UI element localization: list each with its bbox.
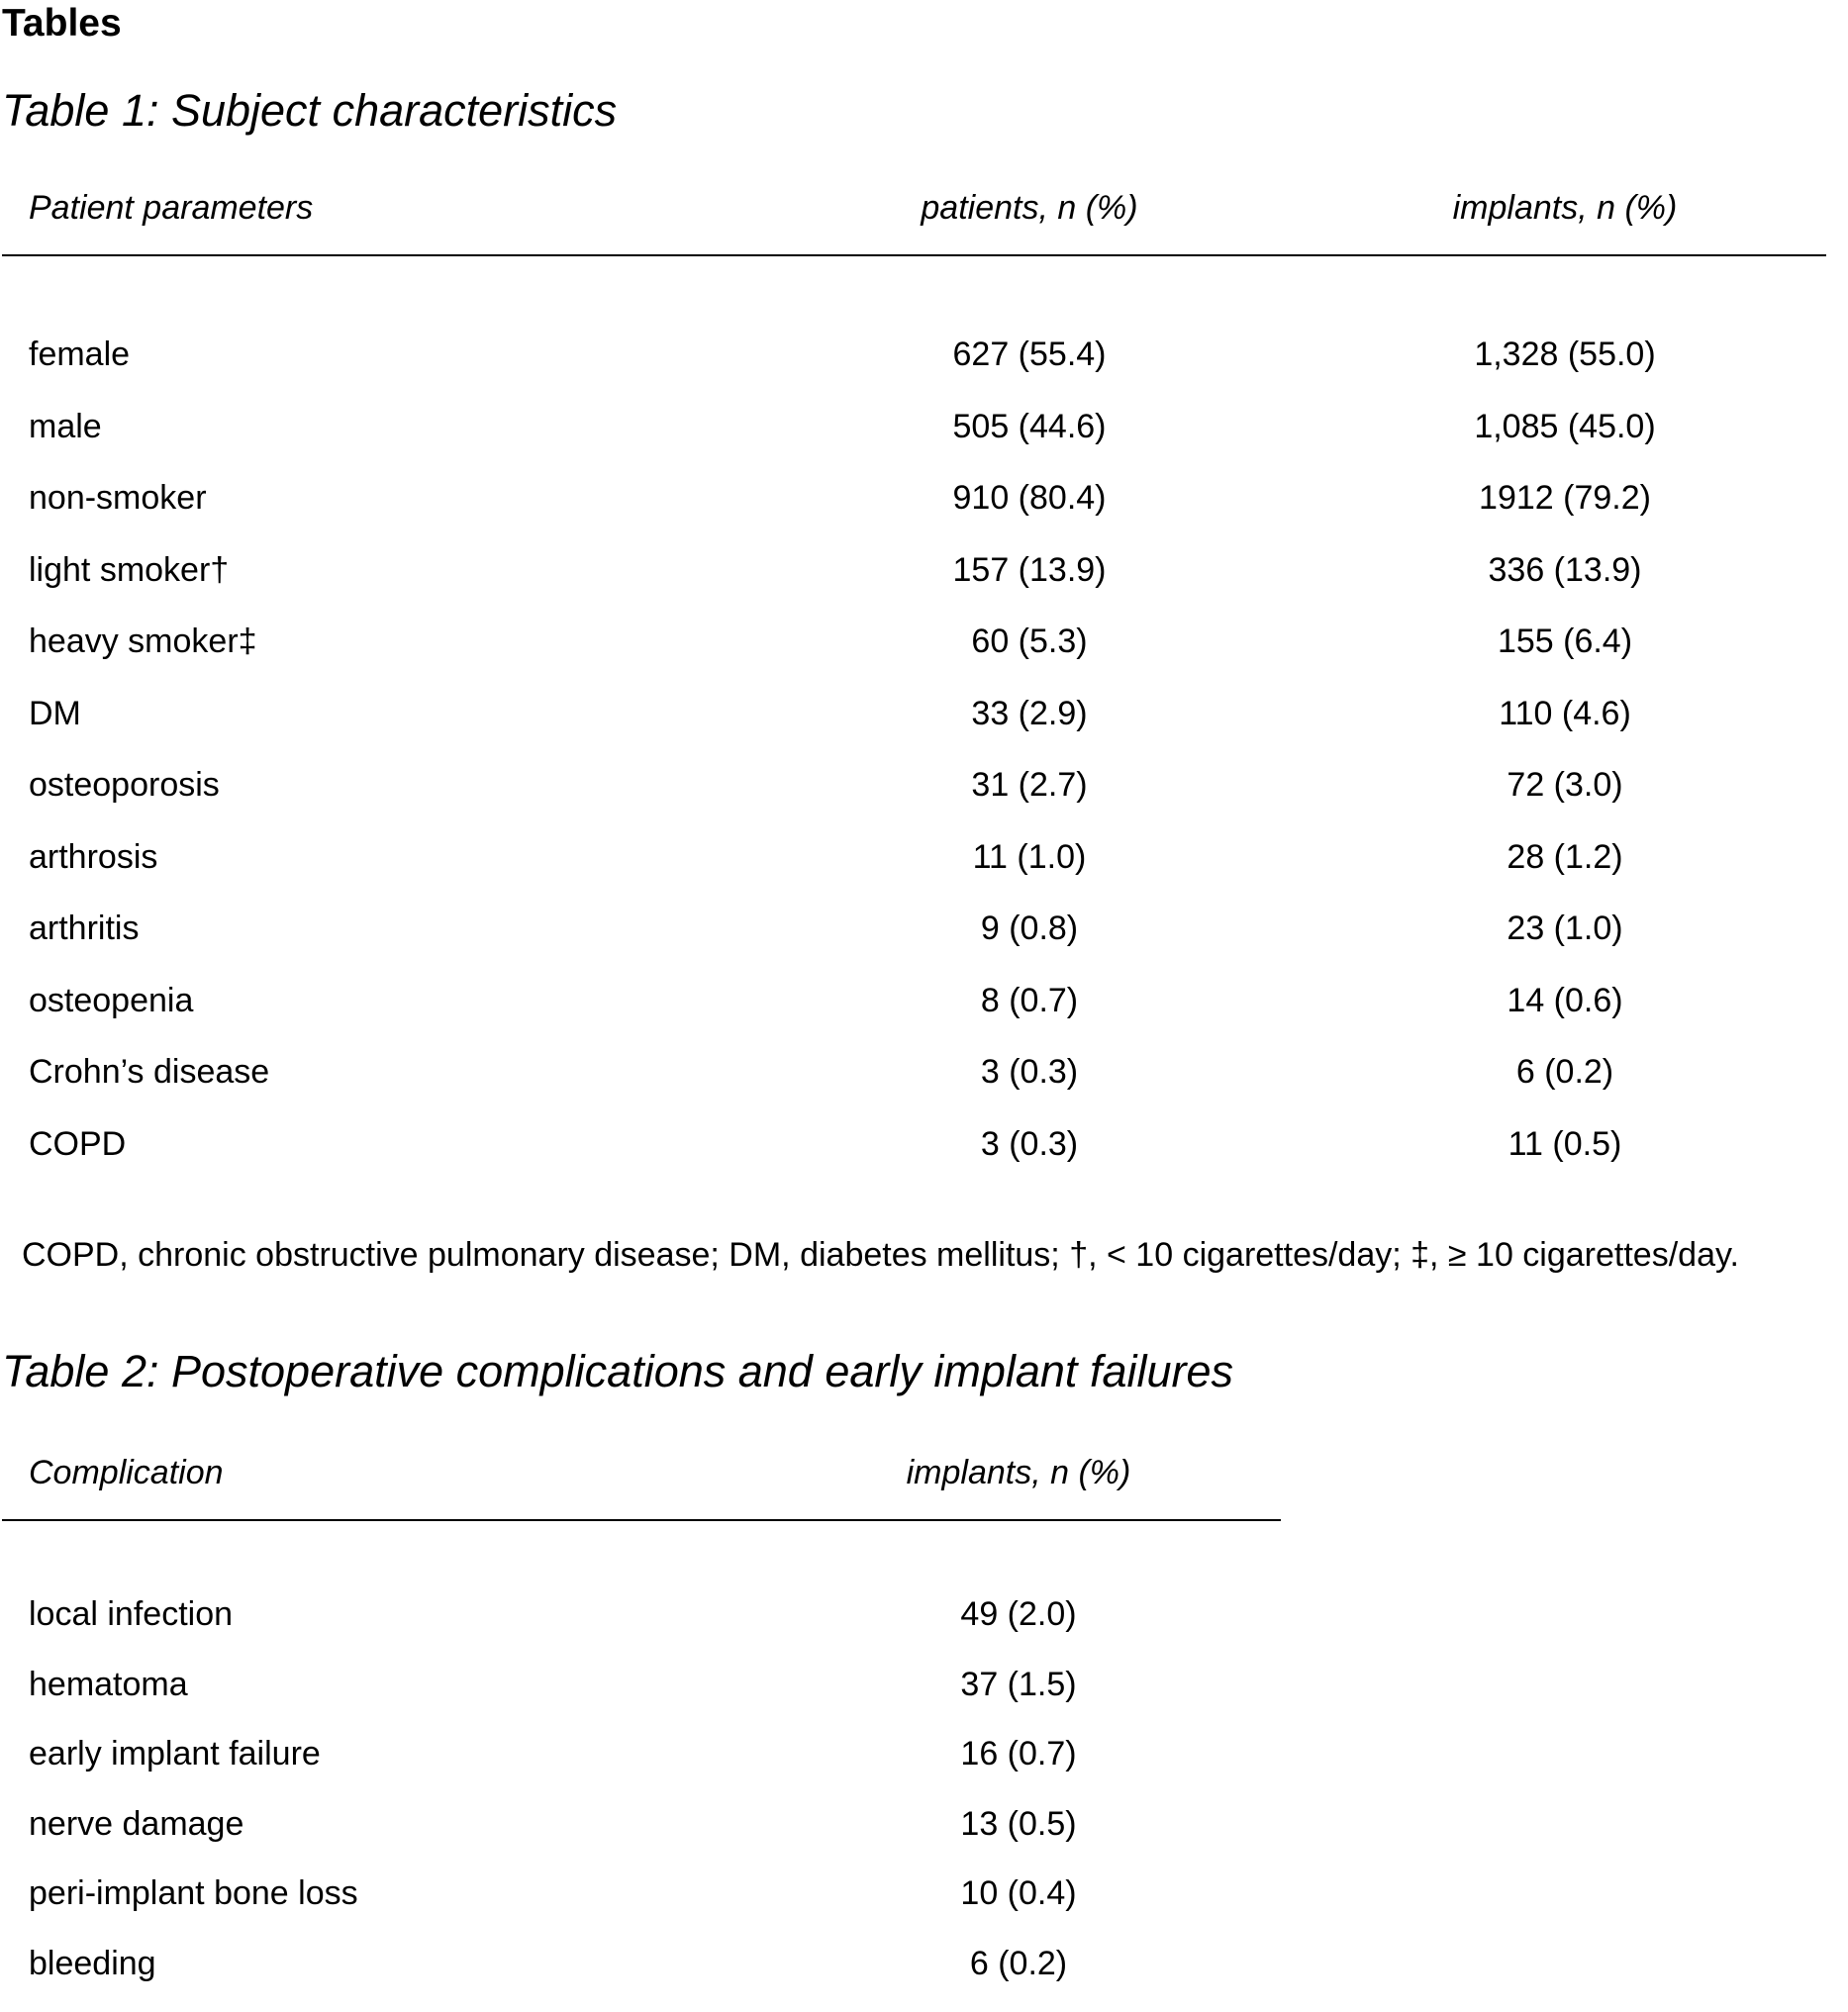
page-heading: Tables xyxy=(2,2,122,45)
implants-cell: 16 (0.7) xyxy=(960,1735,1077,1772)
patients-cell: 11 (1.0) xyxy=(972,838,1087,876)
parameter-cell: non-smoker xyxy=(29,479,207,517)
column-header-implants: implants, n (%) xyxy=(1452,189,1678,227)
implants-cell: 155 (6.4) xyxy=(1497,623,1633,660)
patients-cell: 157 (13.9) xyxy=(952,551,1107,589)
implants-cell: 49 (2.0) xyxy=(960,1595,1077,1633)
column-header-patients: patients, n (%) xyxy=(921,189,1138,227)
parameter-cell: DM xyxy=(29,695,81,732)
patients-cell: 3 (0.3) xyxy=(980,1125,1079,1163)
parameter-cell: osteopenia xyxy=(29,982,194,1019)
complication-cell: bleeding xyxy=(29,1945,156,1982)
column-header-complication: Complication xyxy=(29,1454,224,1491)
column-header-implants: implants, n (%) xyxy=(906,1454,1131,1491)
table-2-header-rule xyxy=(2,1519,1281,1521)
parameter-cell: osteoporosis xyxy=(29,766,220,804)
implants-cell: 37 (1.5) xyxy=(960,1666,1077,1703)
patients-cell: 60 (5.3) xyxy=(971,623,1088,660)
implants-cell: 1912 (79.2) xyxy=(1479,479,1651,517)
implants-cell: 28 (1.2) xyxy=(1507,838,1623,876)
implants-cell: 72 (3.0) xyxy=(1507,766,1623,804)
patients-cell: 627 (55.4) xyxy=(952,335,1107,373)
complication-cell: nerve damage xyxy=(29,1805,244,1843)
table-2-caption: Table 2: Postoperative complications and early implant failures xyxy=(2,1346,1234,1396)
parameter-cell: Crohn’s disease xyxy=(29,1053,270,1091)
implants-cell: 23 (1.0) xyxy=(1507,910,1623,947)
implants-cell: 11 (0.5) xyxy=(1508,1125,1622,1163)
parameter-cell: arthritis xyxy=(29,910,140,947)
implants-cell: 336 (13.9) xyxy=(1488,551,1642,589)
column-header-patient-parameters: Patient parameters xyxy=(29,189,314,227)
parameter-cell: light smoker† xyxy=(29,551,230,589)
parameter-cell: female xyxy=(29,335,131,373)
patients-cell: 31 (2.7) xyxy=(971,766,1088,804)
parameter-cell: arthrosis xyxy=(29,838,158,876)
parameter-cell: heavy smoker‡ xyxy=(29,623,257,660)
implants-cell: 6 (0.2) xyxy=(969,1945,1068,1982)
implants-cell: 13 (0.5) xyxy=(960,1805,1077,1843)
table-1-header-rule xyxy=(2,254,1826,256)
implants-cell: 1,085 (45.0) xyxy=(1474,408,1656,445)
patients-cell: 8 (0.7) xyxy=(980,982,1079,1019)
table-1-caption: Table 1: Subject characteristics xyxy=(2,85,618,136)
patients-cell: 505 (44.6) xyxy=(952,408,1107,445)
parameter-cell: male xyxy=(29,408,102,445)
complication-cell: early implant failure xyxy=(29,1735,321,1772)
patients-cell: 910 (80.4) xyxy=(952,479,1107,517)
complication-cell: hematoma xyxy=(29,1666,188,1703)
implants-cell: 14 (0.6) xyxy=(1507,982,1623,1019)
patients-cell: 3 (0.3) xyxy=(980,1053,1079,1091)
implants-cell: 6 (0.2) xyxy=(1515,1053,1614,1091)
table-1-footnote: COPD, chronic obstructive pulmonary disease; DM, diabetes mellitus; †, < 10 cigarettes/day; ‡, ≥ 10 cigarettes/day. xyxy=(22,1236,1739,1274)
patients-cell: 9 (0.8) xyxy=(980,910,1079,947)
implants-cell: 10 (0.4) xyxy=(960,1874,1077,1912)
complication-cell: local infection xyxy=(29,1595,234,1633)
complication-cell: peri-implant bone loss xyxy=(29,1874,358,1912)
patients-cell: 33 (2.9) xyxy=(971,695,1088,732)
implants-cell: 1,328 (55.0) xyxy=(1474,335,1656,373)
implants-cell: 110 (4.6) xyxy=(1499,695,1631,732)
parameter-cell: COPD xyxy=(29,1125,127,1163)
